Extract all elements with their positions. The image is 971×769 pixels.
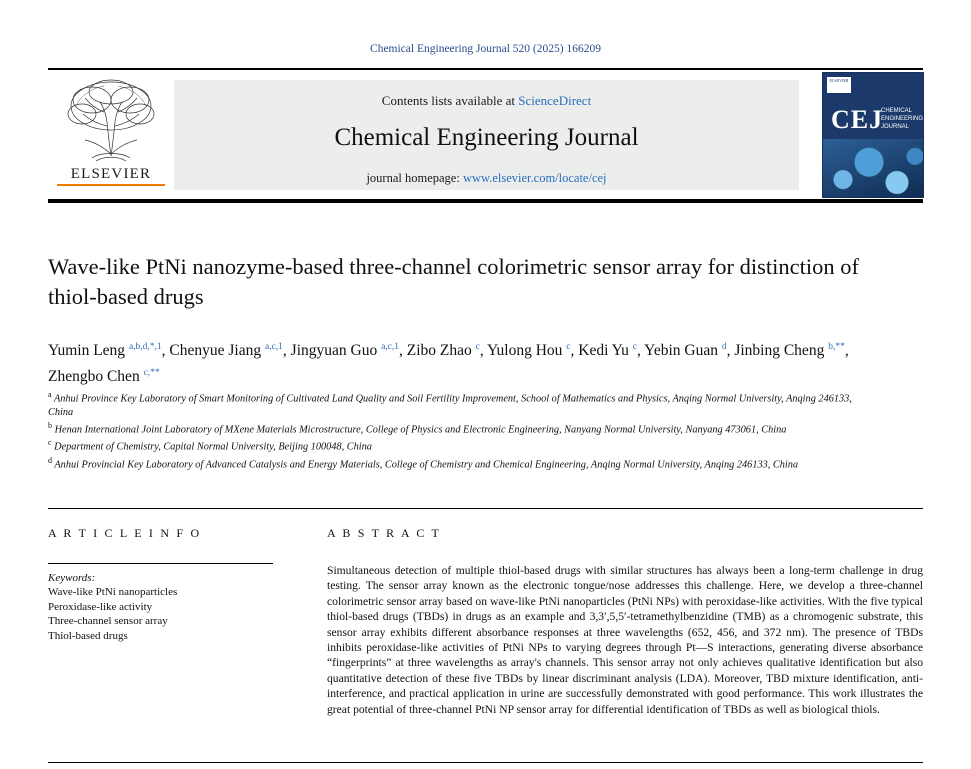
affiliation-item: $^b$ Henan International Joint Laboratory of MXene Materials Microstructure, College of Physics and Electronic Engineering, Nanyang Normal University, Nanyang 473061, China	[48, 420, 787, 436]
abstract-column	[327, 526, 923, 717]
masthead-bottom-rule	[48, 199, 923, 203]
article-title: Wave-like PtNi nanozyme-based three-channel colorimetric sensor array for distinction of thiol-based drugs	[48, 254, 860, 309]
keywords-rule	[48, 563, 273, 564]
keywords-label: Keywords:	[48, 572, 96, 584]
keywords-list	[48, 585, 273, 643]
elsevier-orange-bar	[57, 184, 165, 186]
article-info-column	[48, 526, 273, 643]
cover-journal-initials: CEJ	[831, 105, 884, 134]
journal-cover-thumbnail	[822, 72, 924, 198]
abstract-heading: A B S T R A C T	[327, 526, 442, 540]
abstract-text: Simultaneous detection of multiple thiol-based drugs with similar structures has always been a long-term challenge in drug testing. The sensor array known as the electronic tongue/nose addresses this challenge. Here, we develop a three-channel colorimetric sensor array based on wave-like PtNi nanoparticles (PtNi NPs) with peroxidase-like activities. With the five typical thiol-based drugs (TBDs) in drugs as an example and 3,3′,5,5′-tetramethylbenzidine (TMB) as a chromogenic substrate, this sensor array exhibits different absorbance responses at three wavelengths (652, 456, and 372 nm). The presence of TBDs inhibits peroxidase-like activities of PtNi NPs to varying degrees through Pt—S interactions, generating diverse absorbance “fingerprints” at three wavelengths as array's channels. This sensor array not only achieves qualitative identification but also quantitative detection of these five TBDs by linear discriminant analysis (LDA). Moreover, TBD mixture identification, anti-interference, and practical application in urine are successfully demonstrated with good performance. This work illustrates the great potential of three-channel PtNi NP sensor array for differential identification of TBDs as well as biological thiols.	[327, 564, 923, 716]
cover-name-line-1: CHEMICAL	[881, 108, 913, 114]
masthead-top-rule	[48, 68, 923, 70]
section-separator-rule	[48, 508, 923, 509]
cover-name-line-2: ENGINEERING	[881, 116, 924, 122]
elsevier-tree-icon	[52, 76, 170, 164]
affiliation-item: $^a$ Anhui Province Key Laboratory of Smart Monitoring of Cultivated Land Quality and Soil Fertility Improvement, School of Mathematics and Physics, Anqing Normal University, Anqing 246133, China	[48, 390, 852, 418]
sciencedirect-link[interactable]: ScienceDirect	[518, 93, 592, 108]
running-head: Chemical Engineering Journal 520 (2025) 166209	[370, 43, 601, 55]
author-list: Yumin Leng $^{a,b,d,*,1}$, Chenyue Jiang $^{a,c,1}$, Jingyuan Guo $^{a,c,1}$, Zibo Zhao $^c$, Yulong Hou $^c$, Kedi Yu $^c$, Yebin Guan $^d$, Jinbing Cheng $^{b,**}$, Zhengbo Chen $^{c,**}$	[48, 342, 849, 386]
journal-homepage-line	[174, 171, 799, 186]
affiliation-item: $^d$ Anhui Provincial Key Laboratory of Advanced Catalysis and Energy Materials, College of Chemistry and Chemical Engineering, Anqing Normal University, Anqing 246133, China	[48, 456, 799, 471]
affiliation-list	[48, 388, 878, 472]
elsevier-wordmark: ELSEVIER	[70, 166, 152, 182]
keyword-item: Three-channel sensor array	[48, 615, 168, 627]
article-info-heading: A R T I C L E I N F O	[48, 526, 202, 540]
cover-journal-name	[881, 107, 923, 131]
journal-title: Chemical Engineering Journal	[334, 124, 639, 151]
elsevier-logo	[52, 76, 170, 194]
cover-name-line-3: JOURNAL	[881, 124, 910, 130]
keyword-item: Wave-like PtNi nanoparticles	[48, 586, 178, 598]
journal-masthead	[48, 68, 923, 201]
journal-title-box	[174, 80, 799, 190]
keyword-item: Peroxidase-like activity	[48, 600, 153, 613]
journal-homepage-link[interactable]: www.elsevier.com/locate/cej	[462, 171, 607, 185]
contents-prefix: Contents lists available at	[381, 93, 519, 108]
contents-available-line	[174, 93, 799, 109]
homepage-prefix: journal homepage:	[366, 171, 463, 185]
cover-publisher-label: ELSEVIER	[827, 77, 851, 93]
affiliation-item: $^c$ Department of Chemistry, Capital Normal University, Beijing 100048, China	[48, 438, 372, 453]
keyword-item: Thiol-based drugs	[48, 629, 128, 642]
cover-artwork	[823, 139, 923, 197]
page-bottom-rule	[48, 762, 923, 763]
